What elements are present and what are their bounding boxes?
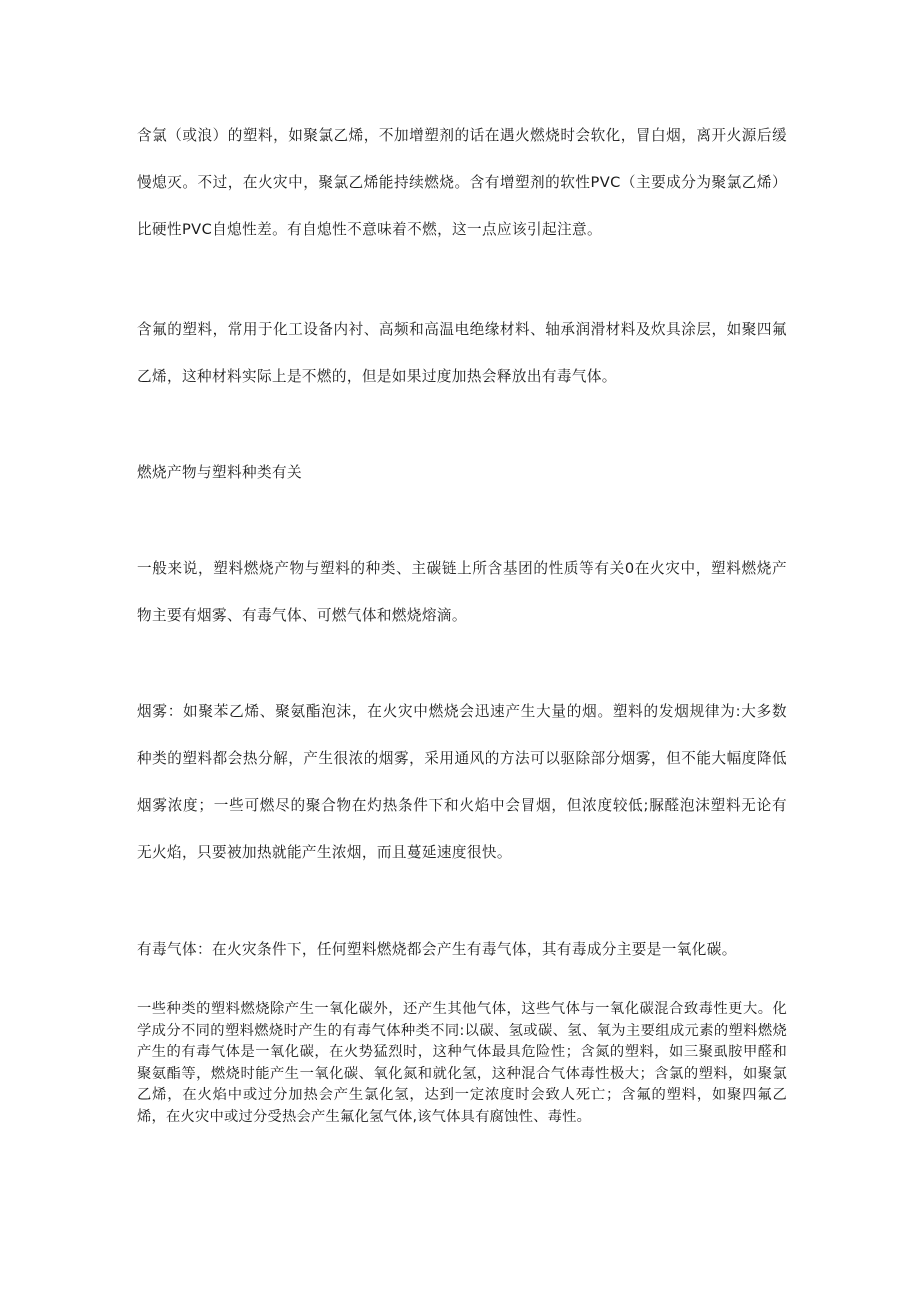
paragraph-toxic-gas-types: 一些种类的塑料燃烧除产生一氧化碳外，还产生其他气体，这些气体与一氧化碳混合致毒性更大。化学成分不同的塑料燃烧时产生的有毒气体种类不同:以碳、氢或碳、氢、氧为主要组成元素的塑料燃烧产生的有毒气体是一氧化碳，在火势猛烈时，这种气体最具危险性；含氮的塑料，如三聚虱胺甲醛和聚氨酯等，燃烧时能产生一氧化碳、氧化氮和就化氢，这种混合气体毒性极大；含氯的塑料，如聚氯乙烯，在火焰中或过分加热会产生氯化氢，达到一定浓度时会致人死亡；含氟的塑料，如聚四氟乙烯，在火灾中或过分受热会产生氟化氢气体,该气体具有腐蚀性、毒性。 (137, 1001, 787, 1125)
section-heading-combustion-products: 燃烧产物与塑料种类有关 (137, 464, 302, 481)
paragraph-chlorine-plastics: 含氯（或浪）的塑料，如聚氯乙烯，不加增塑剂的话在遇火燃烧时会软化，冒白烟，离开火源后缓慢熄灭。不过，在火灾中，聚氯乙烯能持续燃烧。含有增塑剂的软性PVC（主要成分为聚氯乙烯）比硬性PVC自熄性差。有自熄性不意味着不燃，这一点应该引起注意。 (137, 127, 787, 238)
paragraph-combustion-products-overview: 一般来说，塑料燃烧产物与塑料的种类、主碳链上所含基团的性质等有关0在火灾中，塑料燃烧产物主要有烟雾、有毒气体、可燃气体和燃烧熔滴。 (137, 560, 787, 624)
paragraph-smoke: 烟雾：如聚苯乙烯、聚氨酯泡沫，在火灾中燃烧会迅速产生大量的烟。塑料的发烟规律为:大多数种类的塑料都会热分解，产生很浓的烟雾，采用通风的方法可以驱除部分烟雾，但不能大幅度降低烟雾浓度；一些可燃尽的聚合物在灼热条件下和火焰中会冒烟，但浓度较低;脲醛泡沫塑料无论有无火焰，只要被加热就能产生浓烟，而且蔓延速度很快。 (137, 703, 787, 861)
paragraph-toxic-gases: 有毒气体：在火灾条件下，任何塑料燃烧都会产生有毒气体，其有毒成分主要是一氧化碳。 (137, 941, 737, 958)
paragraph-fluorine-plastics: 含氟的塑料，常用于化工设备内衬、高频和高温电绝缘材料、轴承润滑材料及炊具涂层，如聚四氟乙烯，这种材料实际上是不燃的，但是如果过度加热会释放出有毒气体。 (137, 321, 787, 385)
